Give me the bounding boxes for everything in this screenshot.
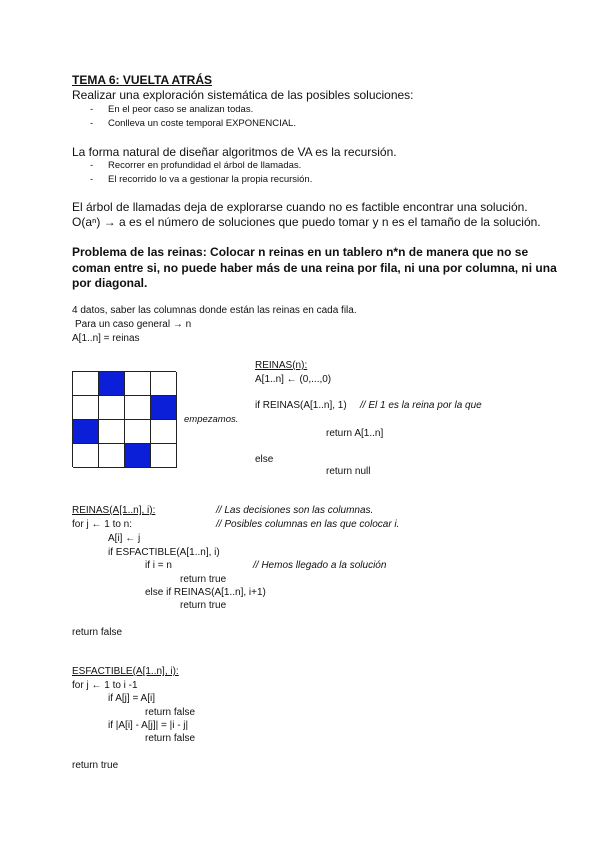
reinas-func-assign: A[i] ← j [108,533,141,544]
data-note: 4 datos, saber las columnas donde están las reinas en cada fila. [72,305,357,316]
intro-bullet: En el peor caso se analizan todas. [108,104,254,115]
general-case: Para un caso general → n [75,319,192,330]
main-func-if: if REINAS(A[1..n], 1) [255,400,347,411]
problem-line: Problema de las reinas: Colocar n reinas en un tablero n*n de manera que no se [72,245,529,259]
main-func-comment-cont: empezamos. [184,414,239,425]
factible-func-if-eq: if A[j] = A[i] [108,693,155,704]
main-func-else: else [255,454,274,465]
reinas-func-else-if: else if REINAS(A[1..n], i+1) [145,587,266,598]
reinas-func-return-true: return true [180,600,227,611]
board-cell-queen [99,372,125,396]
reinas-func-return-true: return true [180,574,227,585]
board-cell-queen [73,420,99,444]
board-cell-queen [125,444,151,468]
factible-func-header: ESFACTIBLE(A[1..n], i): [72,666,179,677]
reinas-func-for-comment: // Posibles columnas en las que colocar i. [216,519,400,530]
main-func-comment: // El 1 es la reina por la que [360,400,482,411]
bullet-dash: - [90,174,94,185]
page-title: TEMA 6: VUELTA ATRÁS [72,73,212,87]
board-cell [99,444,125,468]
intro-text: Realizar una exploración sistemática de las posibles soluciones: [72,88,414,102]
complexity-text: O(aⁿ) → a es el número de soluciones que puedo tomar y n es el tamaño de la solución. [72,215,541,229]
main-func-return-null: return null [326,466,371,477]
board-cell-queen [151,396,177,420]
board-cell [125,396,151,420]
reinas-func-header: REINAS(A[1..n], i): [72,505,156,516]
board-cell [99,420,125,444]
factible-func-return-true: return true [72,760,119,771]
reinas-func-header-comment: // Las decisiones son las columnas. [216,505,374,516]
array-def: A[1..n] = reinas [72,333,140,344]
main-func-return-a: return A[1..n] [326,428,384,439]
chess-board [72,371,176,467]
recursion-text: La forma natural de diseñar algoritmos de VA es la recursión. [72,145,397,159]
reinas-func-if-i-n-comment: // Hemos llegado a la solución [253,560,387,571]
board-cell [73,372,99,396]
board-cell [151,420,177,444]
problem-line: coman entre si, no puede haber más de una reina por fila, ni una por columna, ni una [72,261,557,275]
main-func-init: A[1..n] ← (0,...,0) [255,374,332,385]
board-cell [125,420,151,444]
reinas-func-if-i-n: if i = n [145,560,172,571]
recursion-bullet: Recorrer en profundidad el árbol de llamadas. [108,160,302,171]
factible-func-for: for j ← 1 to i -1 [72,680,138,691]
bullet-dash: - [90,118,94,129]
reinas-func-return-false: return false [72,627,123,638]
bullet-dash: - [90,160,94,171]
recursion-bullet: El recorrido lo va a gestionar la propia recursión. [108,174,313,185]
reinas-func-for: for j ← 1 to n: [72,519,133,530]
factible-func-if-diag: if |A[i] - A[j]| = |i - j| [108,720,189,731]
factible-func-return-false: return false [145,707,196,718]
board-cell [99,396,125,420]
board-cell [151,444,177,468]
board-cell [125,372,151,396]
main-func-header: REINAS(n): [255,360,308,371]
board-cell [73,444,99,468]
board-cell [151,372,177,396]
bullet-dash: - [90,104,94,115]
board-cell [73,396,99,420]
factible-func-return-false: return false [145,733,196,744]
problem-line: por diagonal. [72,276,148,290]
tree-text: El árbol de llamadas deja de explorarse cuando no es factible encontrar una solución. [72,200,528,214]
intro-bullet: Conlleva un coste temporal EXPONENCIAL. [108,118,296,129]
reinas-func-if-factible: if ESFACTIBLE(A[1..n], i) [108,547,220,558]
